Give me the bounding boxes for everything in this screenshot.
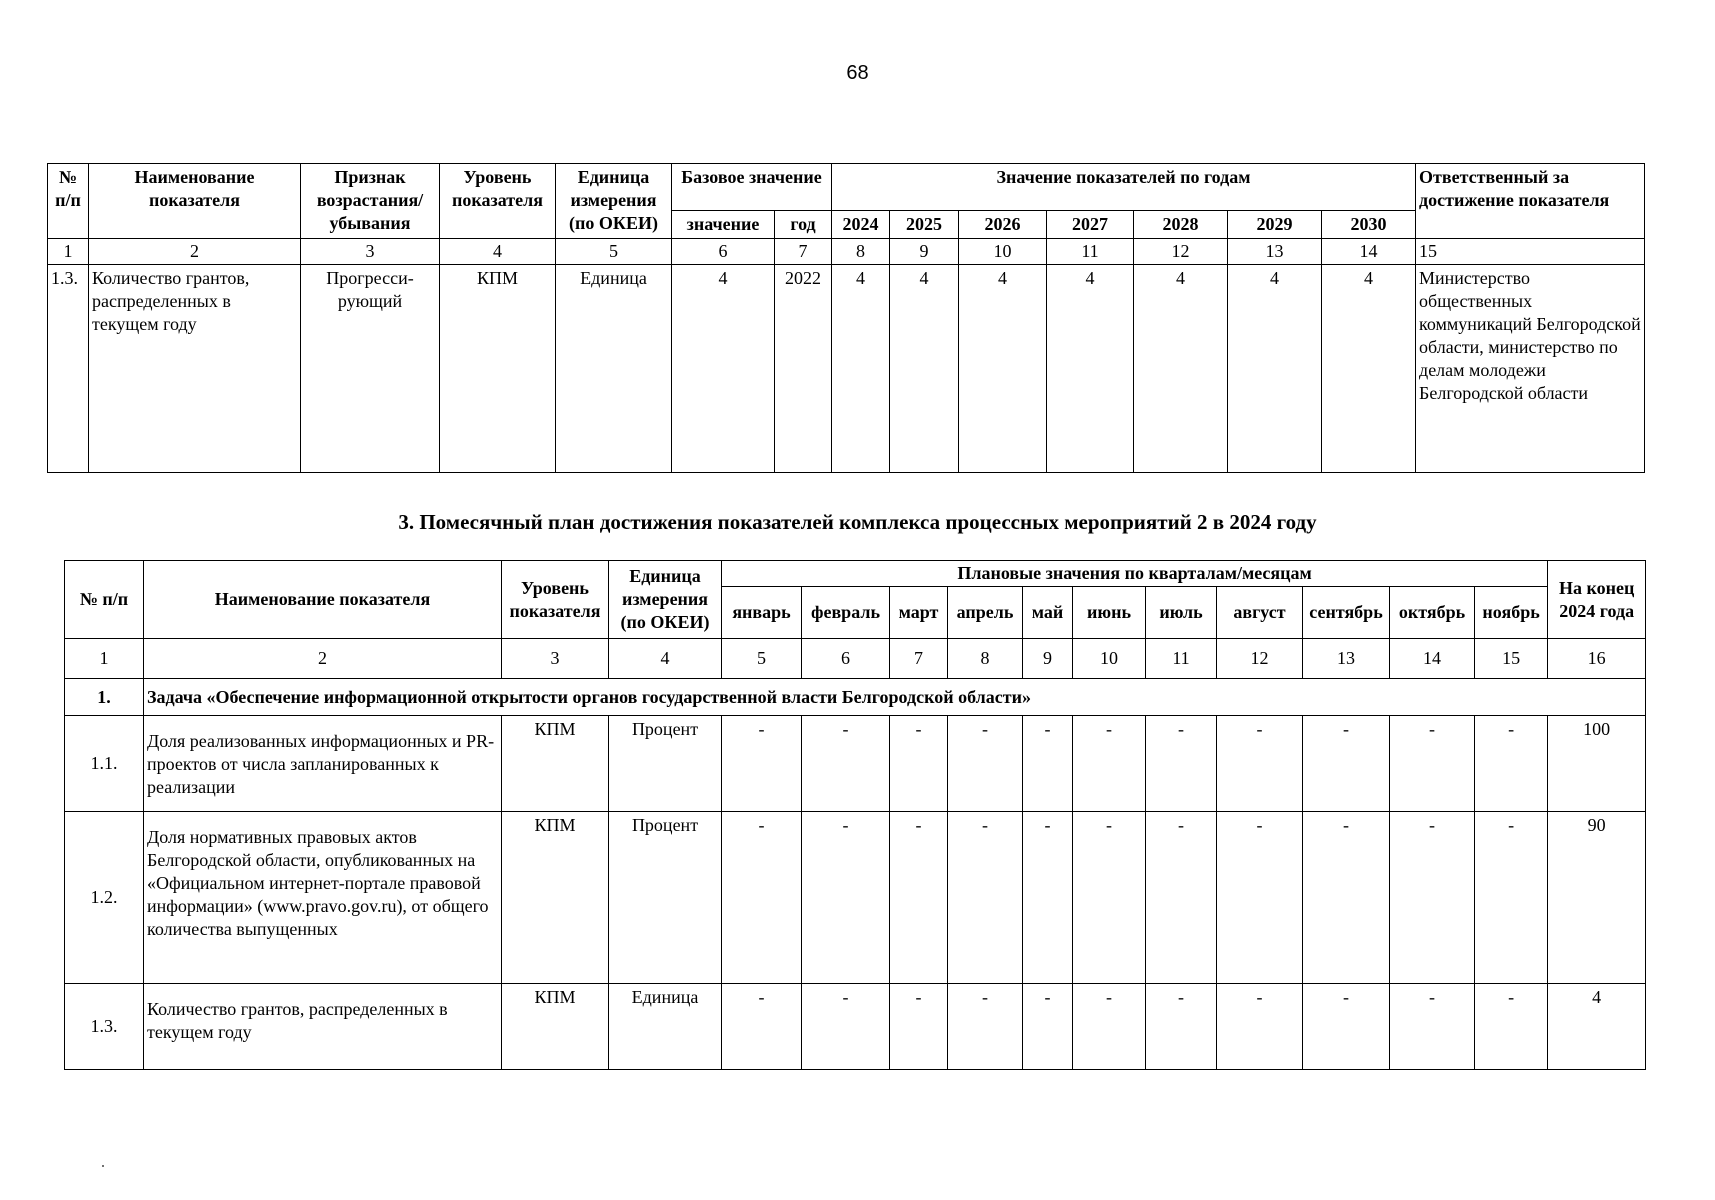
row-value: 4	[1047, 265, 1134, 473]
row-month-value: -	[1023, 812, 1073, 984]
col-number: 2	[144, 639, 502, 679]
col-number: 11	[1146, 639, 1217, 679]
col-number: 2	[89, 239, 301, 265]
col-number: 4	[440, 239, 556, 265]
column-number-row	[48, 239, 1645, 265]
col-number: 14	[1322, 239, 1416, 265]
row-level: КПМ	[440, 265, 556, 473]
col-number: 15	[1416, 239, 1645, 265]
header-unit: Единица измерения (по ОКЕИ)	[556, 164, 672, 239]
row-month-value: -	[1217, 812, 1303, 984]
row-month-value: -	[802, 812, 890, 984]
row-month-value: -	[1390, 984, 1475, 1070]
header-year: 2024	[832, 211, 890, 239]
row-month-value: -	[890, 716, 948, 812]
header-years-group: Значение показателей по годам	[832, 164, 1416, 211]
header-year: 2027	[1047, 211, 1134, 239]
row-month-value: -	[1023, 716, 1073, 812]
row-month-value: -	[722, 812, 802, 984]
header-year: 2026	[959, 211, 1047, 239]
col-number: 3	[301, 239, 440, 265]
col-number: 12	[1134, 239, 1228, 265]
row-value: 4	[959, 265, 1047, 473]
table-row	[65, 812, 1646, 984]
header-num: № п/п	[65, 561, 144, 639]
row-level: КПМ	[502, 716, 609, 812]
row-month-value: -	[1475, 716, 1548, 812]
section-title: 3. Помесячный план достижения показателей комплекса процессных мероприятий 2 в 2024 году	[398, 510, 1317, 534]
col-number: 8	[832, 239, 890, 265]
row-unit: Единица	[556, 265, 672, 473]
row-month-value: -	[1217, 984, 1303, 1070]
header-level: Уровень показателя	[502, 561, 609, 639]
row-month-value: -	[948, 984, 1023, 1070]
col-number: 7	[775, 239, 832, 265]
header-months-group: Плановые значения по кварталам/месяцам	[722, 561, 1548, 587]
header-base-year: год	[775, 211, 832, 239]
col-number: 6	[672, 239, 775, 265]
task-num: 1.	[65, 679, 144, 716]
row-name: Доля реализованных информационных и PR-проектов от числа запланированных к реализации	[144, 716, 502, 812]
header-month: ноябрь	[1475, 587, 1548, 639]
row-month-value: -	[890, 984, 948, 1070]
header-month: сентябрь	[1303, 587, 1390, 639]
row-month-value: -	[948, 716, 1023, 812]
header-month: март	[890, 587, 948, 639]
col-number: 13	[1303, 639, 1390, 679]
row-month-value: -	[1303, 984, 1390, 1070]
row-month-value: -	[1146, 984, 1217, 1070]
header-month: октябрь	[1390, 587, 1475, 639]
row-value: 4	[832, 265, 890, 473]
row-month-value: -	[722, 716, 802, 812]
row-level: КПМ	[502, 812, 609, 984]
row-month-value: -	[802, 984, 890, 1070]
header-year: 2029	[1228, 211, 1322, 239]
row-month-value: -	[1073, 812, 1146, 984]
col-number: 12	[1217, 639, 1303, 679]
row-month-value: -	[1217, 716, 1303, 812]
row-month-value: -	[948, 812, 1023, 984]
col-number: 1	[65, 639, 144, 679]
header-sign: Признак возрастания/ убывания	[301, 164, 440, 239]
header-year: 2025	[890, 211, 959, 239]
row-month-value: -	[1303, 716, 1390, 812]
page-number: 68	[846, 62, 869, 84]
row-num: 1.1.	[65, 716, 144, 812]
col-number: 5	[722, 639, 802, 679]
header-month: август	[1217, 587, 1303, 639]
row-level: КПМ	[502, 984, 609, 1070]
header-month: январь	[722, 587, 802, 639]
row-value: 4	[1134, 265, 1228, 473]
row-month-value: -	[1390, 812, 1475, 984]
row-month-value: -	[1146, 716, 1217, 812]
col-number: 9	[890, 239, 959, 265]
col-number: 5	[556, 239, 672, 265]
col-number: 15	[1475, 639, 1548, 679]
table-row	[65, 716, 1646, 812]
row-value: 4	[1228, 265, 1322, 473]
row-unit: Процент	[609, 716, 722, 812]
task-row	[65, 679, 1646, 716]
row-unit: Единица	[609, 984, 722, 1070]
header-month: апрель	[948, 587, 1023, 639]
header-month: февраль	[802, 587, 890, 639]
row-month-value: -	[890, 812, 948, 984]
row-end-value: 4	[1548, 984, 1646, 1070]
header-month: июль	[1146, 587, 1217, 639]
row-num: 1.3.	[48, 265, 89, 473]
col-number: 3	[502, 639, 609, 679]
col-number: 10	[1073, 639, 1146, 679]
col-number: 14	[1390, 639, 1475, 679]
header-num: № п/п	[48, 164, 89, 239]
col-number: 10	[959, 239, 1047, 265]
row-value: 4	[1322, 265, 1416, 473]
row-value: 4	[890, 265, 959, 473]
row-num: 1.2.	[65, 812, 144, 984]
table-row	[48, 265, 1645, 473]
table-row	[65, 984, 1646, 1070]
row-end-value: 90	[1548, 812, 1646, 984]
row-responsible: Министерство общественных коммуникаций Белгородской области, министерство по делам молодежи Белгородской области	[1416, 265, 1645, 473]
indicators-by-year-table	[47, 163, 1645, 473]
row-base-value: 4	[672, 265, 775, 473]
row-month-value: -	[1390, 716, 1475, 812]
row-month-value: -	[722, 984, 802, 1070]
row-month-value: -	[1073, 984, 1146, 1070]
row-num: 1.3.	[65, 984, 144, 1070]
monthly-plan-table	[64, 560, 1646, 1070]
header-year: 2030	[1322, 211, 1416, 239]
scan-speck	[102, 1165, 104, 1167]
col-number: 6	[802, 639, 890, 679]
col-number: 1	[48, 239, 89, 265]
header-end: На конец 2024 года	[1548, 561, 1646, 639]
row-base-year: 2022	[775, 265, 832, 473]
column-number-row	[65, 639, 1646, 679]
header-name: Наименование показателя	[89, 164, 301, 239]
task-title: Задача «Обеспечение информационной открытости органов государственной власти Белгородской области»	[144, 679, 1646, 716]
row-month-value: -	[802, 716, 890, 812]
row-month-value: -	[1475, 984, 1548, 1070]
header-level: Уровень показателя	[440, 164, 556, 239]
header-month: май	[1023, 587, 1073, 639]
row-month-value: -	[1475, 812, 1548, 984]
col-number: 16	[1548, 639, 1646, 679]
header-year: 2028	[1134, 211, 1228, 239]
header-base: Базовое значение	[672, 164, 832, 211]
row-unit: Процент	[609, 812, 722, 984]
row-end-value: 100	[1548, 716, 1646, 812]
row-month-value: -	[1073, 716, 1146, 812]
col-number: 11	[1047, 239, 1134, 265]
row-month-value: -	[1303, 812, 1390, 984]
col-number: 7	[890, 639, 948, 679]
row-name: Количество грантов, распределенных в текущем году	[144, 984, 502, 1070]
header-responsible: Ответственный за достижение показателя	[1416, 164, 1645, 239]
col-number: 9	[1023, 639, 1073, 679]
row-name: Количество грантов, распределенных в текущем году	[89, 265, 301, 473]
header-month: июнь	[1073, 587, 1146, 639]
header-name: Наименование показателя	[144, 561, 502, 639]
header-unit: Единица измерения (по ОКЕИ)	[609, 561, 722, 639]
col-number: 4	[609, 639, 722, 679]
row-month-value: -	[1023, 984, 1073, 1070]
col-number: 13	[1228, 239, 1322, 265]
header-base-value: значение	[672, 211, 775, 239]
col-number: 8	[948, 639, 1023, 679]
row-name: Доля нормативных правовых актов Белгородской области, опубликованных на «Официальном интернет-портале правовой информации» (www.pravo.gov.ru), от общего количества выпущенных	[144, 812, 502, 984]
row-sign: Прогресси-рующий	[301, 265, 440, 473]
row-month-value: -	[1146, 812, 1217, 984]
